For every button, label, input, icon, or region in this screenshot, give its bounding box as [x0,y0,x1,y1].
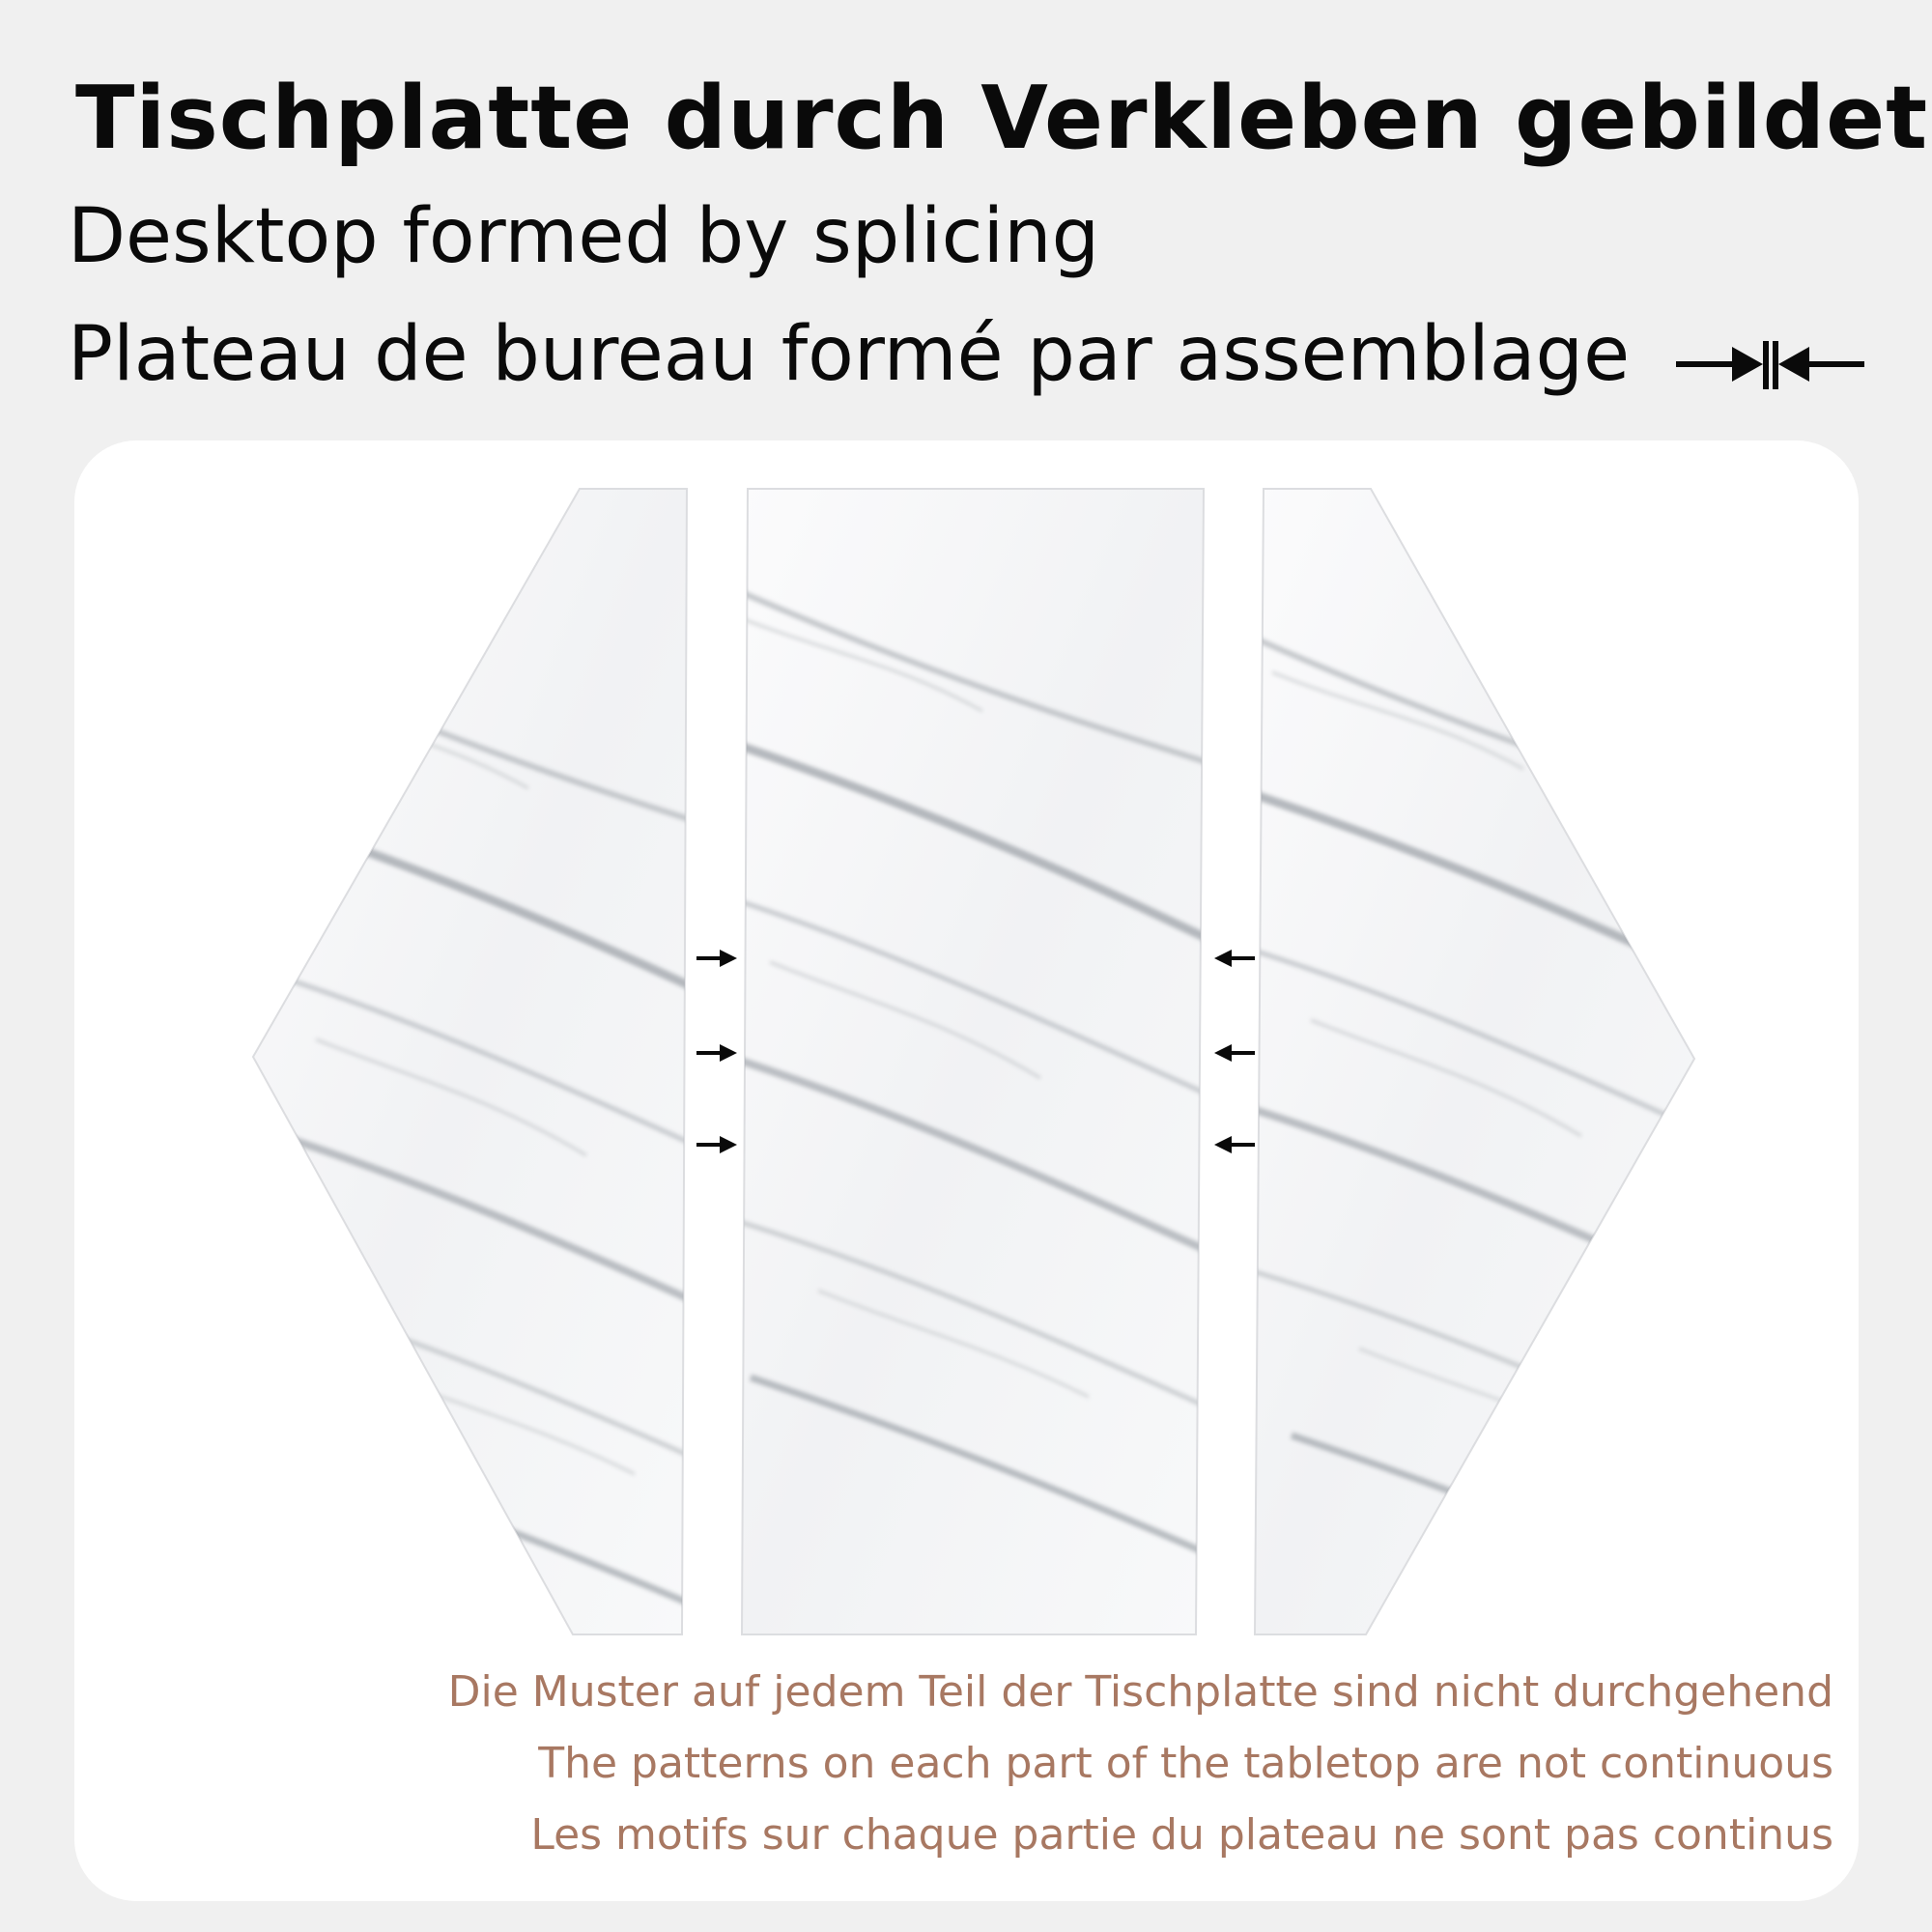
arrow-right-icon [696,950,737,967]
arrows-converging-icon [1676,333,1864,396]
center-rectangle-piece [615,489,1852,1832]
note-english: The patterns on each part of the tabletop are not continuous [538,1739,1833,1788]
arrow-right-icon [696,1044,737,1062]
arrow-left-icon [1214,1044,1255,1062]
arrow-right-icon [696,1136,737,1153]
arrow-left-icon [1214,1136,1255,1153]
headline-french: Plateau de bureau formé par assemblage [68,311,1631,398]
arrow-left-icon [1214,950,1255,967]
note-french: Les motifs sur chaque partie du plateau ne sont pas continus [530,1810,1833,1860]
illustration-panel [74,440,1859,1901]
note-german: Die Muster auf jedem Teil der Tischplatte sind nicht durchgehend [447,1667,1833,1717]
headline-english: Desktop formed by splicing [68,193,1100,280]
headline-german: Tischplatte durch Verkleben gebildet [75,68,1929,169]
